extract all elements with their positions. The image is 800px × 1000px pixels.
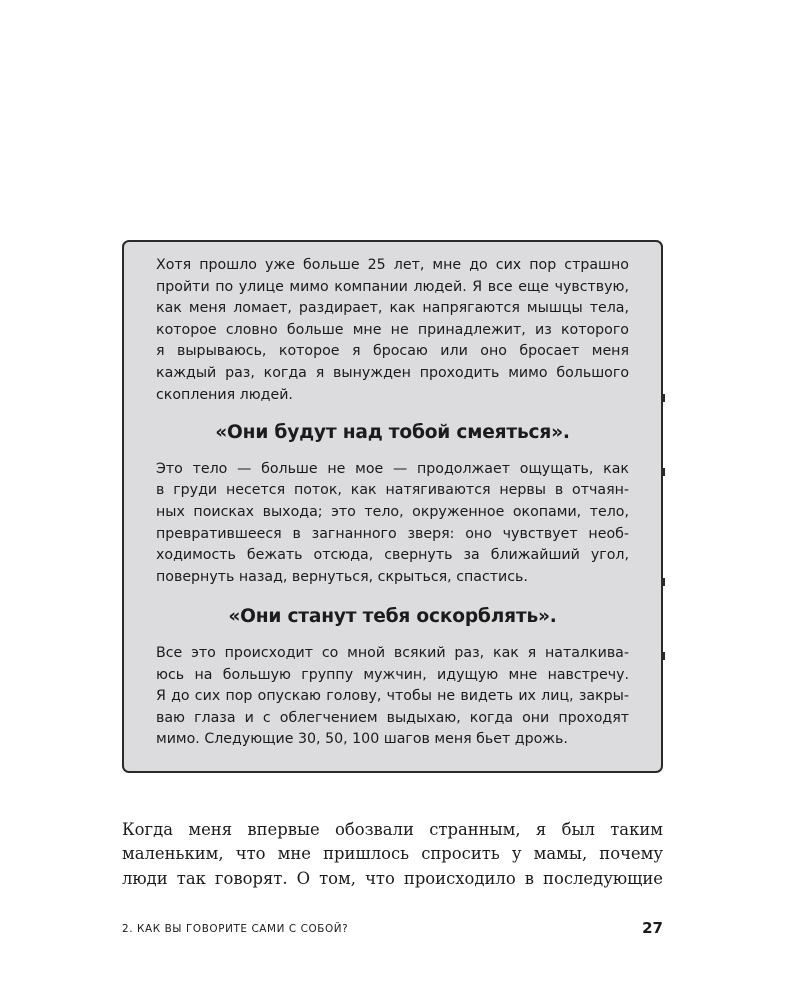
edge-mark: [662, 578, 665, 586]
sidebar-paragraph-3: [156, 643, 629, 751]
pull-quote-1: «Они будут над тобой смеяться».: [215, 422, 570, 444]
text-line: мимо. Следующие 30, 50, 100 шагов меня бьет дрожь.: [156, 731, 568, 748]
text-line: как меня ломает, раздирает, как напрягаются мышцы тела,: [156, 300, 629, 317]
text-line: скопления людей.: [156, 386, 293, 403]
text-line: маленьким, что мне пришлось спросить у мамы, почему: [122, 844, 663, 864]
text-line: ных поисках выхода; это тело, окруженное окопами, тело,: [156, 503, 629, 520]
edge-mark: [662, 652, 665, 660]
text-line: люди так говорят. О том, что происходило в последующие: [122, 868, 663, 888]
edge-mark: [662, 394, 665, 402]
text-line: превратившееся в загнанного зверя: оно чувствует необ-: [156, 525, 629, 542]
text-line: ваю глаза и с облегчением выдыхаю, когда они проходят: [156, 709, 629, 726]
sidebar-paragraph-1: [156, 255, 629, 406]
edge-mark: [662, 468, 665, 476]
text-line: Я до сих пор опускаю голову, чтобы не видеть их лиц, закры-: [156, 688, 629, 705]
text-line: Все это происходит со мной всякий раз, как я наталкива-: [156, 644, 629, 661]
running-footer-section: 2. КАК ВЫ ГОВОРИТЕ САМИ С СОБОЙ?: [122, 923, 349, 935]
text-line: в груди несется поток, как натягиваются нервы в отчаян-: [156, 482, 629, 499]
pull-quote-2: «Они станут тебя оскорблять».: [228, 606, 557, 628]
text-line: пройти по улице мимо компании людей. Я все еще чувствую,: [156, 278, 629, 295]
text-line: каждый раз, когда я вынужден проходить мимо большого: [156, 364, 629, 381]
page-number: 27: [642, 919, 663, 937]
text-line: юсь на большую группу мужчин, идущую мне навстречу.: [156, 666, 629, 683]
sidebar-paragraph-2: [156, 459, 629, 589]
text-line: ходимость бежать отсюда, свернуть за ближайший угол,: [156, 547, 629, 564]
text-line: Хотя прошло уже больше 25 лет, мне до сих пор страшно: [156, 257, 629, 273]
text-line: Когда меня впервые обозвали странным, я был таким: [122, 820, 663, 839]
text-line: Это тело — больше не мое — продолжает ощущать, как: [156, 460, 629, 477]
text-line: которое словно больше мне не принадлежит, из которого: [156, 321, 629, 338]
text-line: я вырываюсь, которое я бросаю или оно бросает меня: [156, 343, 629, 360]
body-paragraph: [122, 818, 663, 891]
sidebar-box: [122, 240, 663, 773]
text-line: повернуть назад, вернуться, скрыться, спастись.: [156, 568, 528, 585]
